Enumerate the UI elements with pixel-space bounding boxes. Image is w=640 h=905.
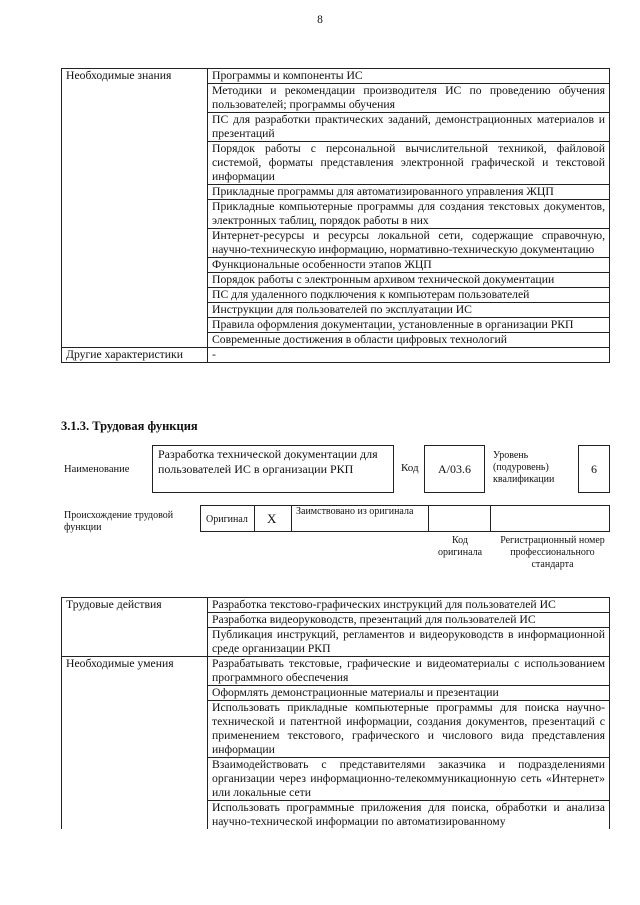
- skill-item: Оформлять демонстрационные материалы и презентации: [208, 686, 610, 701]
- function-name: Разработка технической документации для пользователей ИС в организации РКП: [152, 445, 394, 493]
- other-characteristics-value: -: [208, 348, 610, 363]
- knowledge-label: Необходимые знания: [62, 69, 208, 348]
- qualification-level-value: 6: [578, 445, 610, 493]
- knowledge-item: ПС для удаленного подключения к компьютерам пользователей: [208, 288, 610, 303]
- origin-code-caption: Код оригинала: [437, 535, 483, 558]
- requirements-table: [61, 68, 610, 363]
- knowledge-item: Порядок работы с электронным архивом технической документации: [208, 273, 610, 288]
- knowledge-item: Прикладные программы для автоматизированного управления ЖЦП: [208, 185, 610, 200]
- page-number: 8: [317, 14, 323, 26]
- origin-divider: [428, 505, 429, 532]
- skill-item: Использовать прикладные компьютерные программы для поиска научно-технической и патентной информации, создания документов, презентаций с применением текстового, графического и числового вида представления информации: [208, 701, 610, 758]
- knowledge-item: Программы и компоненты ИС: [208, 69, 610, 84]
- knowledge-item: ПС для разработки практических заданий, демонстрационных материалов и презентаций: [208, 113, 610, 142]
- reg-number-caption: Регистрационный номер профессионального стандарта: [500, 535, 605, 570]
- action-item: Разработка видеоруководств, презентаций для пользователей ИС: [208, 613, 610, 628]
- function-code: A/03.6: [424, 445, 485, 493]
- skill-item: Взаимодействовать с представителями заказчика и подразделениями организации через информационно-телекоммуникационную сеть «Интернет» или локальные сети: [208, 758, 610, 801]
- original-mark: X: [267, 511, 277, 526]
- original-label: Оригинал: [206, 514, 248, 525]
- origin-divider: [291, 505, 292, 532]
- actions-table: [61, 597, 610, 829]
- knowledge-item: Правила оформления документации, установленные в организации РКП: [208, 318, 610, 333]
- action-item: Разработка текстово-графических инструкций для пользователей ИС: [208, 598, 610, 613]
- name-label: Наименование: [64, 464, 130, 475]
- knowledge-item: Интернет-ресурсы и ресурсы локальной сети, содержащие справочную, научно-техническую информацию, нормативно-техническую документацию: [208, 229, 610, 258]
- knowledge-item: Функциональные особенности этапов ЖЦП: [208, 258, 610, 273]
- knowledge-item: Порядок работы с персональной вычислительной техникой, файловой системой, форматы представления электронной графической и текстовой информации: [208, 142, 610, 185]
- borrowed-label: Заимствовано из оригинала: [296, 506, 414, 517]
- skill-item: Использовать программные приложения для поиска, обработки и анализа научно-технической информации по автоматизированному: [208, 801, 610, 830]
- knowledge-item: Современные достижения в области цифровых технологий: [208, 333, 610, 348]
- action-item: Публикация инструкций, регламентов и видеоруководств в информационной среде организации РКП: [208, 628, 610, 657]
- origin-divider: [254, 505, 255, 532]
- origin-label: Происхождение трудовой функции: [64, 510, 174, 533]
- section-title: 3.1.3. Трудовая функция: [61, 419, 198, 433]
- actions-label: Трудовые действия: [62, 598, 208, 657]
- knowledge-item: Прикладные компьютерные программы для создания текстовых документов, электронных таблиц, порядок работы в них: [208, 200, 610, 229]
- skills-label: Необходимые умения: [62, 657, 208, 830]
- other-characteristics-label: Другие характеристики: [62, 348, 208, 363]
- knowledge-item: Методики и рекомендации производителя ИС по проведению обучения пользователей; программы обучения: [208, 84, 610, 113]
- origin-divider: [490, 505, 491, 532]
- code-label: Код: [401, 462, 419, 474]
- skill-item: Разрабатывать текстовые, графические и видеоматериалы с использованием программного обеспечения: [208, 657, 610, 686]
- knowledge-item: Инструкции для пользователей по эксплуатации ИС: [208, 303, 610, 318]
- qualification-level-label: Уровень (подуровень) квалификации: [493, 450, 555, 485]
